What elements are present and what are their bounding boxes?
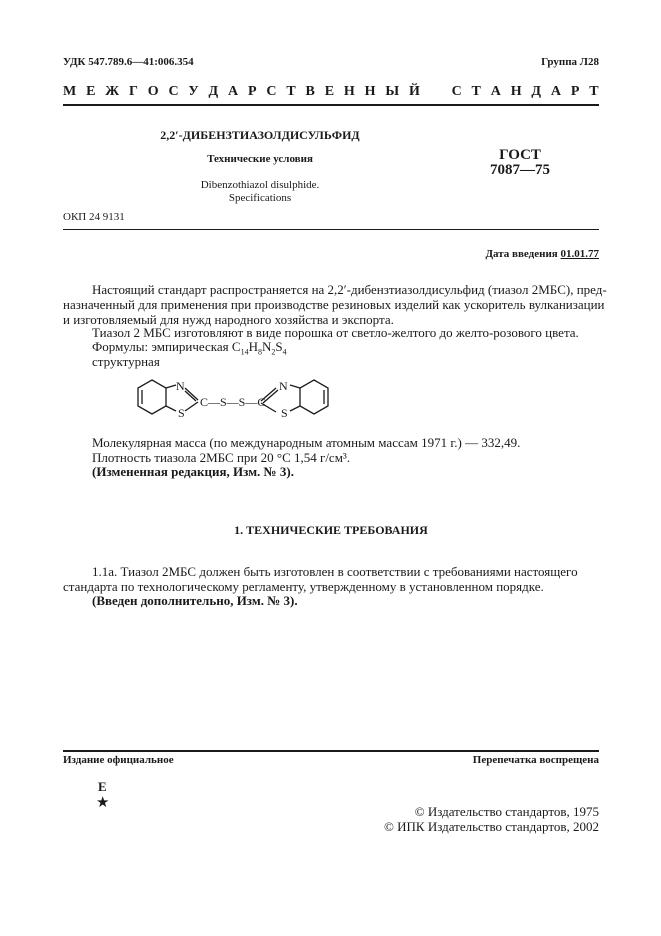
section-heading: 1. ТЕХНИЧЕСКИЕ ТРЕБОВАНИЯ (234, 523, 428, 537)
formula-s: S (275, 339, 283, 354)
left-nitrogen: N (176, 379, 185, 393)
footer-rule (63, 750, 599, 752)
formula-n: N (261, 339, 272, 354)
banner-letter: М (63, 84, 77, 99)
intro-date-label: Дата введения (485, 248, 558, 260)
banner-letter: Р (570, 84, 580, 99)
left-sulfur: S (178, 406, 185, 420)
intro-paragraph-line3: и изготовляемый для нужд народного хозяйства и экспорта. (63, 312, 394, 327)
banner-letter: Е (324, 84, 335, 99)
banner-letter: В (305, 84, 315, 99)
banner-rule (63, 104, 599, 106)
banner-letter: Ы (385, 84, 400, 99)
intro-paragraph-line2: назначенный для применения при производстве резиновых изделий как ускоритель вулканизации (63, 297, 605, 312)
banner-letter: Т (471, 84, 481, 99)
document-subtitle: Технические условия (207, 153, 313, 165)
banner-letter: О (147, 84, 159, 99)
molar-mass: Молекулярная масса (по международным атомным массам 1971 г.) — 332,49. (92, 435, 521, 450)
banner-letter: Н (364, 84, 376, 99)
density: Плотность тиазола 2МБС при 20 °С 1,54 г/см³. (92, 450, 351, 465)
edition-mark: Е (98, 779, 107, 794)
formula-h: H (248, 339, 258, 354)
banner-letter: Н (343, 84, 355, 99)
formula-sub-n: 2 (271, 347, 276, 357)
banner-letter: Р (247, 84, 257, 99)
reprint-prohibited: Перепечатка воспрещена (472, 754, 599, 766)
banner-letter: А (490, 84, 501, 99)
banner-letter: А (550, 84, 562, 99)
revised-note: (Измененная редакция, Изм. № 3). (92, 464, 294, 479)
intro-date (485, 248, 599, 260)
banner-letter: Ж (105, 84, 120, 99)
banner-letter: Е (86, 84, 96, 99)
banner-letter: С (451, 84, 462, 99)
banner-letter: У (188, 84, 199, 99)
english-title-line1: Dibenzothiazol disulphide. (200, 179, 320, 191)
banner-letter: Д (208, 84, 219, 99)
formula-sub-c: 14 (240, 347, 249, 357)
banner-letter: Й (408, 84, 420, 99)
group-code: Группа Л28 (541, 56, 599, 68)
star-icon: ★ (96, 795, 110, 811)
copyright-1975: © Издательство стандартов, 1975 (414, 804, 599, 819)
structural-label: структурная (92, 354, 160, 369)
formula-sub-h: 8 (257, 347, 262, 357)
section-paragraph-line2: стандарта по технологическому регламенту, утвержденному в установленном порядке. (63, 579, 544, 594)
disulfide-chain: C—S—S—C (200, 395, 266, 409)
banner-letter: А (228, 84, 239, 99)
udk-code: УДК 547.789.6—41:006.354 (63, 56, 194, 68)
intro-date-value: 01.01.77 (560, 248, 599, 260)
right-nitrogen: N (279, 379, 288, 393)
title-rule (63, 229, 599, 230)
okp-code: ОКП 24 9131 (63, 211, 125, 223)
banner-letter: Т (286, 84, 296, 99)
banner-gap (430, 84, 442, 100)
formula-label: Формулы: эмпирическая C (92, 339, 241, 354)
formula-sub-s: 4 (282, 347, 287, 357)
gost-number: 7087—75 (490, 162, 550, 178)
right-sulfur: S (281, 406, 288, 420)
document-title: 2,2′-ДИБЕНЗТИАЗОЛДИСУЛЬФИД (160, 128, 360, 142)
gost-label: ГОСТ (499, 147, 541, 163)
banner-letter: С (168, 84, 179, 99)
banner-letter: Н (510, 84, 522, 99)
structural-formula-diagram (130, 374, 340, 426)
standard-banner (63, 84, 599, 100)
section-paragraph-line1: 1.1а. Тиазол 2МБС должен быть изготовлен в соответствии с требованиями настоящего (92, 564, 578, 579)
banner-letter: Г (128, 84, 138, 99)
copyright-2002: © ИПК Издательство стандартов, 2002 (384, 819, 599, 834)
intro-paragraph-line1: Настоящий стандарт распространяется на 2,2′-дибензтиазолдисульфид (тиазол 2МБС), пред- (92, 282, 607, 297)
english-title-line2: Specifications (228, 192, 292, 204)
appearance-paragraph: Тиазол 2 МБС изготовляют в виде порошка от светло-желтого до желто-розового цвета. (92, 325, 579, 340)
banner-letter: С (266, 84, 277, 99)
banner-letter: Т (589, 84, 599, 99)
introduced-note: (Введен дополнительно, Изм. № 3). (92, 593, 298, 608)
banner-letter: Д (531, 84, 542, 99)
official-edition: Издание официальное (63, 754, 174, 766)
